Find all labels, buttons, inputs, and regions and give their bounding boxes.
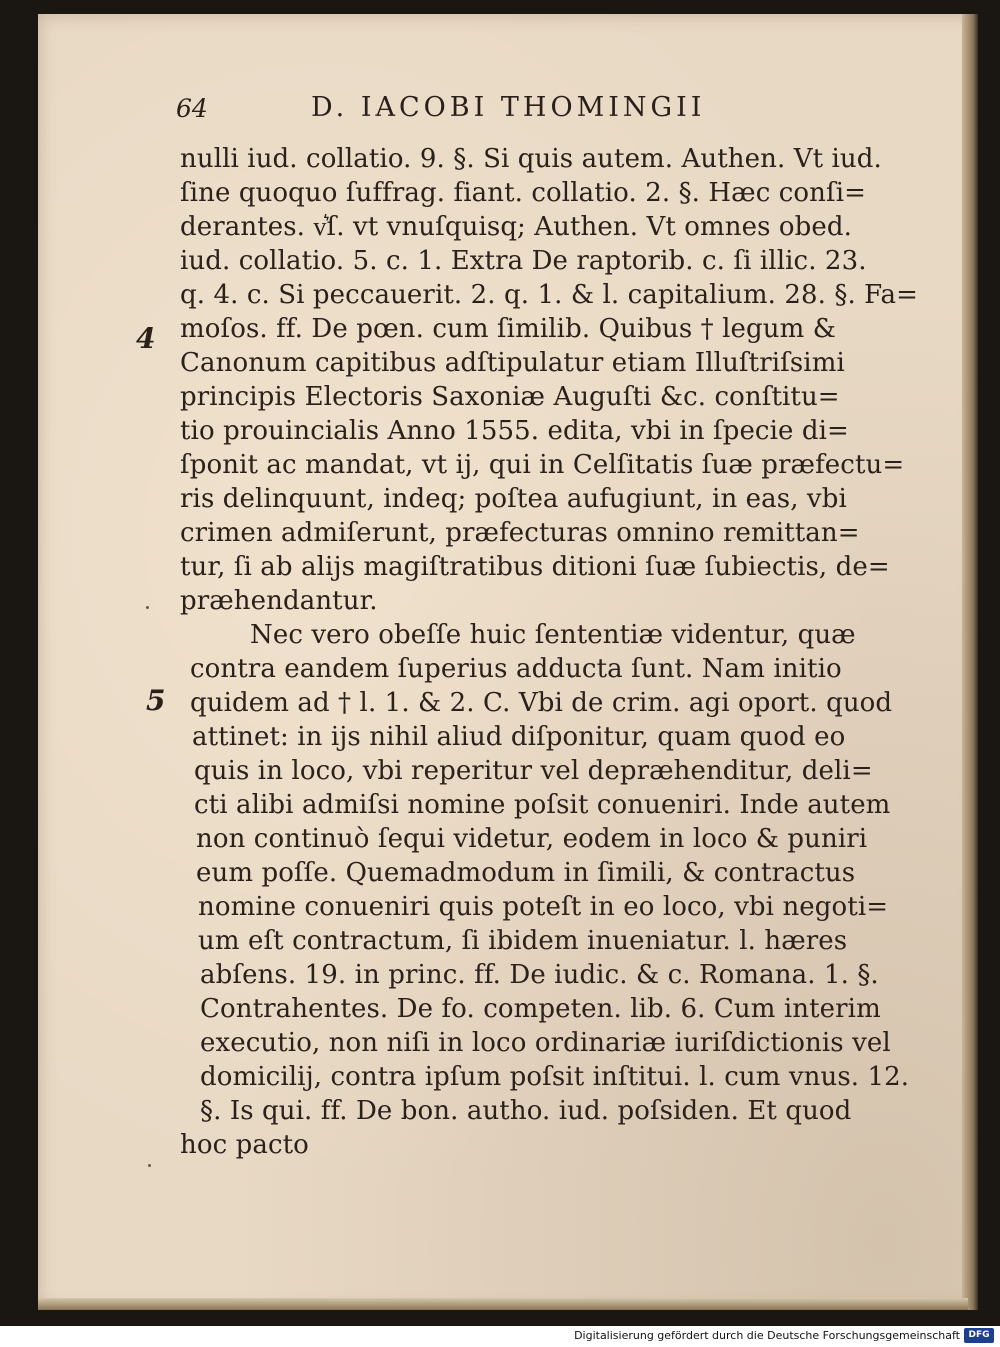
margin-number: 4	[136, 322, 156, 355]
text-line: domicilij, contra ipſum poſsit inſtitui. l. cum vnus. 12.	[200, 1062, 910, 1092]
text-line: moſos. ff. De pœn. cum ſimilib. Quibus † legum &	[180, 314, 836, 344]
catchword: hoc pacto	[180, 1130, 309, 1160]
text-line: executio, non niſi in loco ordinariæ iuriſdictionis vel	[200, 1028, 891, 1058]
text-line: ſine quoquo ſuffrag. fiant. collatio. 2. §. Hæc conſi=	[180, 178, 867, 208]
dfg-logo: DFG	[964, 1328, 994, 1343]
text-line: præhendantur.	[180, 586, 378, 616]
page-edge-bottom	[38, 1298, 968, 1310]
text-line: non continuò ſequi videtur, eodem in loco & puniri	[196, 824, 868, 854]
margin-number: 5	[146, 684, 166, 717]
text-line: q. 4. c. Si peccauerit. 2. q. 1. & l. capitalium. 28. §. Fa=	[180, 280, 919, 310]
text-line: cti alibi admiſsi nomine poſsit conueniri. Inde autem	[194, 790, 891, 820]
text-line: eum poſſe. Quemadmodum in ſimili, & contractus	[196, 858, 856, 888]
text-line: contra eandem ſuperius adducta ſunt. Nam initio	[190, 654, 842, 684]
digitization-footer	[0, 1326, 1000, 1347]
text-line: attinet: in ijs nihil aliud diſponitur, quam quod eo	[192, 722, 846, 752]
header-title: D. IACOBI THOMINGII	[311, 92, 706, 123]
text-line: principis Electoris Saxoniæ Auguſti &c. conſtitu=	[180, 382, 840, 412]
text-line: tur, ſi ab alijs magiſtratibus ditioni ſuæ ſubiectis, de=	[180, 552, 890, 582]
footer-credit: Digitalisierung gefördert durch die Deutsche Forschungsgemeinschaft	[574, 1329, 960, 1342]
text-line: iud. collatio. 5. c. 1. Extra De raptorib. c. ſi illic. 23.	[180, 246, 867, 276]
text-line: Nec vero obeſſe huic ſententiæ videntur, quæ	[250, 620, 856, 650]
paper-speck	[148, 1164, 151, 1167]
text-line: um eſt contractum, ſi ibidem inueniatur. l. hæres	[198, 926, 848, 956]
paper-speck	[146, 606, 149, 609]
text-line: Canonum capitibus adſtipulatur etiam Illuſtriſsimi	[180, 348, 845, 378]
text-line: nulli iud. collatio. 9. §. Si quis autem. Authen. Vt iud.	[180, 144, 882, 174]
text-line: nomine conueniri quis poteſt in eo loco, vbi negoti=	[198, 892, 889, 922]
page-number: 64	[176, 94, 208, 123]
text-line: Contrahentes. De fo. competen. lib. 6. Cum interim	[200, 994, 881, 1024]
text-line: crimen admiſerunt, præfecturas omnino remittan=	[180, 518, 860, 548]
running-head	[176, 92, 896, 132]
text-line: ris delinquunt, indeq; poſtea aufugiunt, in eas, vbi	[180, 484, 847, 514]
text-line: abſens. 19. in princ. ff. De iudic. & c. Romana. 1. §.	[200, 960, 879, 990]
text-line: quidem ad † l. 1. & 2. C. Vbi de crim. agi oport. quod	[190, 688, 893, 718]
text-line: ſponit ac mandat, vt ij, qui in Celſitatis ſuæ præfectu=	[180, 450, 905, 480]
text-line: quis in loco, vbi reperitur vel depræhenditur, deli=	[194, 756, 873, 786]
text-line: derantes. v͛ſ. vt vnuſquisq; Authen. Vt omnes obed.	[180, 212, 852, 242]
text-line: §. Is qui. ff. De bon. autho. iud. poſsiden. Et quod	[200, 1096, 852, 1126]
text-line: tio prouincialis Anno 1555. edita, vbi in ſpecie di=	[180, 416, 849, 446]
page-edge-right	[962, 14, 978, 1310]
